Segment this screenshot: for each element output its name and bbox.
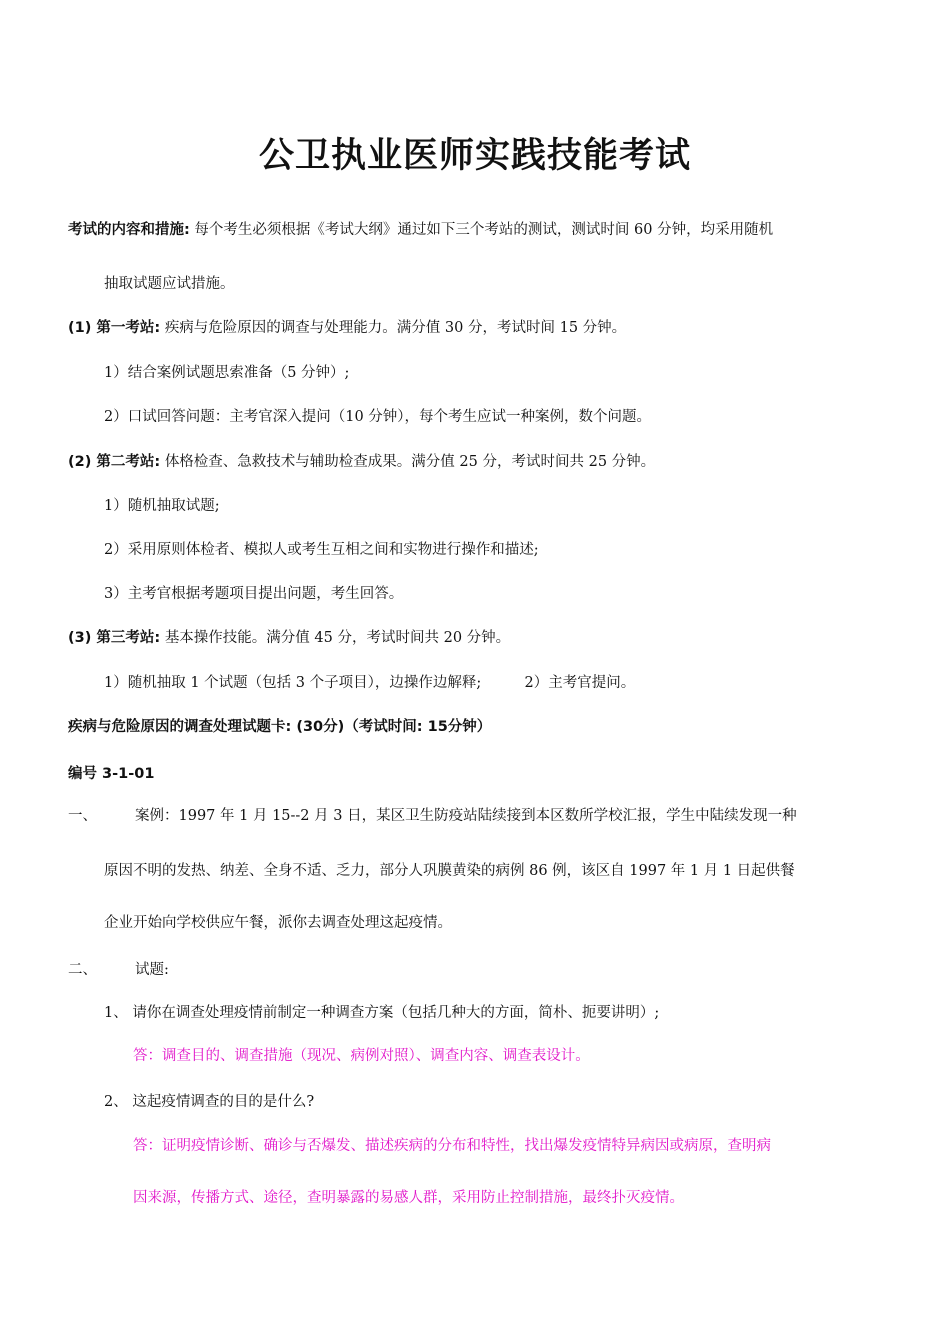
station-1-label: (1) 第一考站:: [68, 320, 161, 336]
question-section-number: 二、: [68, 962, 97, 978]
station-1-item-2: 2）口试回答问题：主考官深入提问（10 分钟），每个考生应试一种案例，数个问题。: [104, 409, 652, 425]
intro-continuation: 抽取试题应试措施。: [104, 276, 235, 292]
exam-card-number: 编号 3-1-01: [68, 766, 155, 782]
station-1: [68, 318, 626, 338]
case-line-3: 企业开始向学校供应午餐，派你去调查处理这起疫情。: [104, 915, 452, 931]
station-2-text: 体格检查、急救技术与辅助检查成果。满分值 25 分，考试时间共 25 分钟。: [164, 454, 656, 470]
station-2: [68, 452, 655, 472]
station-3-items: [104, 673, 635, 693]
question-1: 1、 请你在调查处理疫情前制定一种调查方案（包括几种大的方面，简朴、扼要讲明）;: [104, 1005, 660, 1021]
station-2-label: (2) 第二考站:: [68, 454, 161, 470]
station-2-item-2: 2）采用原则体检者、模拟人或考生互相之间和实物进行操作和描述;: [104, 542, 539, 558]
case-number: 一、: [68, 808, 97, 824]
station-3-text: 基本操作技能。满分值 45 分，考试时间共 20 分钟。: [164, 630, 511, 646]
exam-card-title: 疾病与危险原因的调查处理试题卡: (30分)（考试时间: 15分钟）: [68, 719, 492, 735]
station-3: [68, 628, 510, 648]
question-section-label: 试题:: [135, 962, 169, 978]
intro-label: 考试的内容和措施:: [68, 222, 190, 238]
station-3-item-1: 1）随机抽取 1 个试题（包括 3 个子项目），边操作边解释;: [104, 675, 482, 691]
station-2-item-3: 3）主考官根据考题项目提出问题，考生回答。: [104, 586, 404, 602]
station-3-item-2: 2）主考官提问。: [524, 675, 636, 691]
station-1-text: 疾病与危险原因的调查与处理能力。满分值 30 分，考试时间 15 分钟。: [164, 320, 627, 336]
page-title: 公卫执业医师实践技能考试: [258, 136, 691, 176]
answer-2-line-1: 答：证明疫情诊断、确诊与否爆发、描述疾病的分布和特性，找出爆发疫情特异病因或病原，查明病: [133, 1138, 771, 1154]
station-1-item-1: 1）结合案例试题思索准备（5 分钟）;: [104, 365, 350, 381]
station-2-item-1: 1）随机抽取试题;: [104, 498, 220, 514]
answer-1: 答：调查目的、调查措施（现况、病例对照）、调查内容、调查表设计。: [133, 1048, 590, 1064]
answer-2-line-2: 因来源，传播方式、途径，查明暴露的易感人群，采用防止控制措施，最终扑灭疫情。: [133, 1190, 684, 1206]
case-line-1: 案例：1997 年 1 月 15--2 月 3 日，某区卫生防疫站陆续接到本区数所学校汇报，学生中陆续发现一种: [135, 808, 797, 824]
station-3-label: (3) 第三考站:: [68, 630, 161, 646]
question-2: 2、 这起疫情调查的目的是什么?: [104, 1094, 315, 1110]
intro-text: 每个考生必须根据《考试大纲》通过如下三个考站的测试，测试时间 60 分钟，均采用随机: [194, 222, 774, 238]
case-line-2: 原因不明的发热、纳差、全身不适、乏力，部分人巩膜黄染的病例 86 例，该区自 1997 年 1 月 1 日起供餐: [104, 863, 795, 879]
intro-paragraph: [68, 220, 773, 240]
